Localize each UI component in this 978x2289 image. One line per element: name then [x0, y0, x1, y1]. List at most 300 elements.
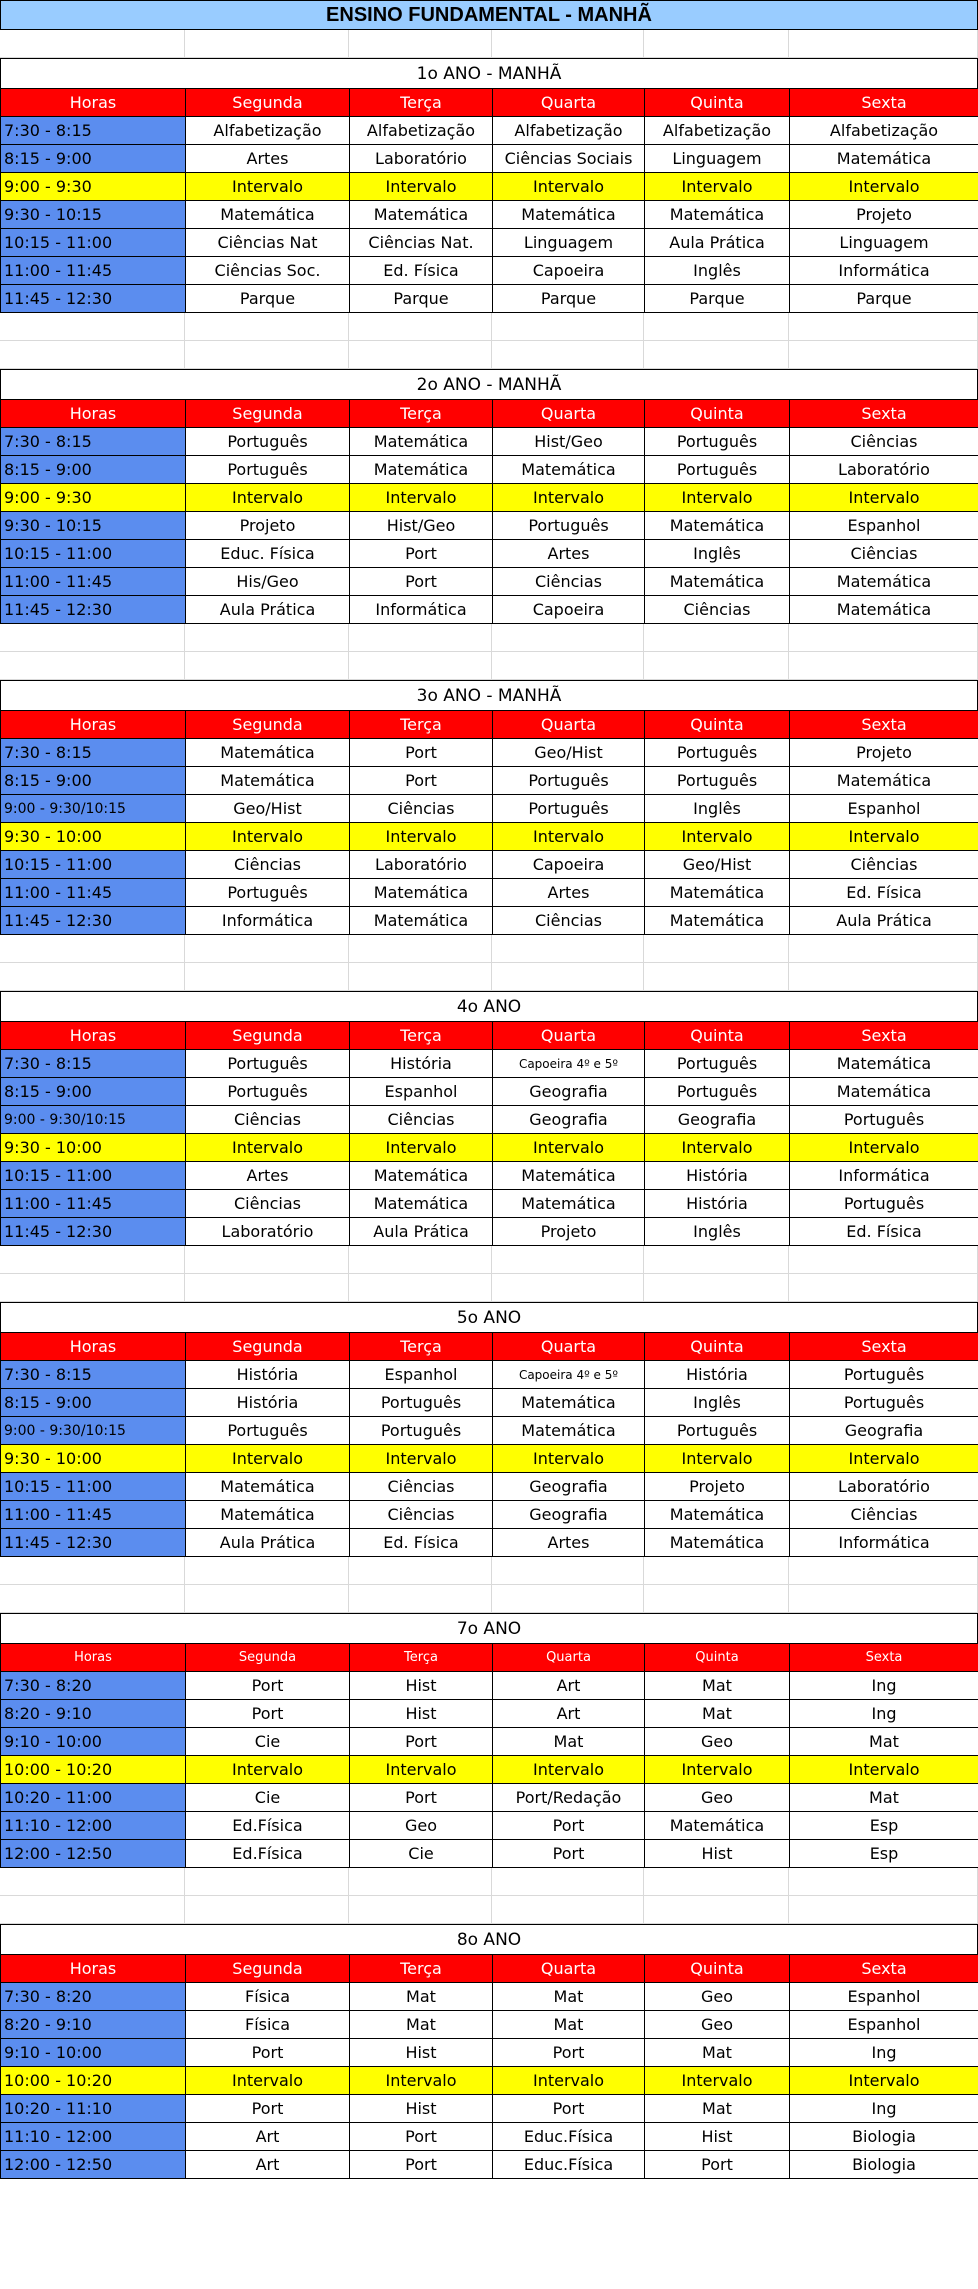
- time-cell: 8:20 - 9:10: [1, 1700, 186, 1728]
- subject-cell: Ciências: [350, 1501, 493, 1529]
- table-row: [1, 2151, 978, 2179]
- subject-cell: Laboratório: [790, 1473, 978, 1501]
- subject-cell: Parque: [350, 285, 493, 313]
- schedule-table: [0, 88, 978, 313]
- time-cell: 11:45 - 12:30: [1, 596, 186, 624]
- time-cell: 7:30 - 8:15: [1, 428, 186, 456]
- subject-cell: Esp: [790, 1840, 978, 1868]
- subject-cell: Ed. Física: [350, 1529, 493, 1557]
- subject-cell: Português: [790, 1190, 978, 1218]
- break-row: [1, 823, 978, 851]
- subject-cell: Inglês: [645, 1218, 790, 1246]
- subject-cell: Ciências: [350, 1106, 493, 1134]
- subject-cell: Português: [186, 428, 350, 456]
- subject-cell: Intervalo: [645, 1134, 790, 1162]
- column-header: Sexta: [790, 1022, 978, 1050]
- subject-cell: Cie: [186, 1784, 350, 1812]
- time-cell: 7:30 - 8:20: [1, 1672, 186, 1700]
- subject-cell: História: [350, 1050, 493, 1078]
- spacer-cell: [492, 935, 644, 963]
- spacer-cell: [492, 313, 644, 341]
- table-row: [1, 1529, 978, 1557]
- spacer-row: [0, 935, 978, 963]
- subject-cell: Port: [350, 2151, 493, 2179]
- spacer-cell: [0, 341, 185, 369]
- subject-cell: Matemática: [790, 1078, 978, 1106]
- table-row: [1, 1784, 978, 1812]
- subject-cell: Geo: [350, 1812, 493, 1840]
- table-row: [1, 1050, 978, 1078]
- column-header: Horas: [1, 711, 186, 739]
- spacer-cell: [492, 1274, 644, 1302]
- time-cell: 11:10 - 12:00: [1, 1812, 186, 1840]
- subject-cell: Informática: [186, 907, 350, 935]
- column-header: Horas: [1, 89, 186, 117]
- column-header: Segunda: [186, 89, 350, 117]
- subject-cell: Intervalo: [350, 484, 493, 512]
- subject-cell: Intervalo: [350, 1756, 493, 1784]
- subject-cell: Port: [493, 2039, 645, 2067]
- subject-cell: Intervalo: [186, 1756, 350, 1784]
- break-row: [1, 1445, 978, 1473]
- table-row: [1, 795, 978, 823]
- spacer-row: [0, 963, 978, 991]
- spacer-cell: [0, 30, 185, 58]
- subject-cell: Educ.Física: [493, 2151, 645, 2179]
- subject-cell: Matemática: [493, 1389, 645, 1417]
- header-row: [1, 89, 978, 117]
- time-cell: 8:15 - 9:00: [1, 456, 186, 484]
- column-header: Sexta: [790, 400, 978, 428]
- spacer-cell: [492, 1896, 644, 1924]
- subject-cell: Português: [645, 428, 790, 456]
- subject-cell: Matemática: [493, 201, 645, 229]
- subject-cell: Artes: [186, 145, 350, 173]
- spacer-cell: [789, 1557, 978, 1585]
- table-row: [1, 2011, 978, 2039]
- subject-cell: Matemática: [790, 1050, 978, 1078]
- subject-cell: Linguagem: [493, 229, 645, 257]
- spacer-cell: [349, 1274, 492, 1302]
- spacer-cell: [0, 313, 185, 341]
- subject-cell: Intervalo: [186, 1134, 350, 1162]
- spacer-cell: [492, 624, 644, 652]
- subject-cell: Ciências: [186, 1190, 350, 1218]
- spacer-cell: [349, 963, 492, 991]
- subject-cell: Geo: [645, 1728, 790, 1756]
- subject-cell: Intervalo: [493, 823, 645, 851]
- subject-cell: Linguagem: [790, 229, 978, 257]
- subject-cell: Inglês: [645, 795, 790, 823]
- column-header: Terça: [350, 400, 493, 428]
- subject-cell: Espanhol: [790, 512, 978, 540]
- subject-cell: Port: [350, 767, 493, 795]
- subject-cell: Esp: [790, 1812, 978, 1840]
- subject-cell: Biologia: [790, 2123, 978, 2151]
- subject-cell: História: [645, 1162, 790, 1190]
- header-row: [1, 400, 978, 428]
- column-header: Quarta: [493, 1333, 645, 1361]
- subject-cell: Intervalo: [493, 173, 645, 201]
- subject-cell: Artes: [493, 540, 645, 568]
- subject-cell: Matemática: [645, 512, 790, 540]
- subject-cell: Port: [645, 2151, 790, 2179]
- subject-cell: Artes: [493, 879, 645, 907]
- subject-cell: Matemática: [186, 1473, 350, 1501]
- subject-cell: Alfabetização: [645, 117, 790, 145]
- subject-cell: Ciências: [790, 1501, 978, 1529]
- column-header: Quinta: [645, 1644, 790, 1672]
- block-title: 3o ANO - MANHÃ: [0, 680, 978, 710]
- subject-cell: Intervalo: [186, 173, 350, 201]
- subject-cell: Geo: [645, 2011, 790, 2039]
- column-header: Horas: [1, 1955, 186, 1983]
- subject-cell: Espanhol: [350, 1078, 493, 1106]
- spacer-cell: [492, 341, 644, 369]
- subject-cell: Laboratório: [790, 456, 978, 484]
- table-row: [1, 285, 978, 313]
- subject-cell: Intervalo: [493, 1134, 645, 1162]
- subject-cell: Matemática: [645, 1812, 790, 1840]
- table-row: [1, 1728, 978, 1756]
- spacer-cell: [185, 1274, 349, 1302]
- subject-cell: Capoeira: [493, 257, 645, 285]
- subject-cell: Intervalo: [790, 2067, 978, 2095]
- table-row: [1, 1361, 978, 1389]
- column-header: Horas: [1, 1022, 186, 1050]
- subject-cell: Capoeira: [493, 851, 645, 879]
- subject-cell: Alfabetização: [790, 117, 978, 145]
- subject-cell: Intervalo: [186, 823, 350, 851]
- subject-cell: Port: [350, 540, 493, 568]
- subject-cell: Mat: [493, 1983, 645, 2011]
- subject-cell: Parque: [790, 285, 978, 313]
- subject-cell: Hist: [350, 1672, 493, 1700]
- header-row: [1, 711, 978, 739]
- schedule-table: [0, 1332, 978, 1557]
- spacer-row: [0, 652, 978, 680]
- block-title: 4o ANO: [0, 991, 978, 1021]
- table-row: [1, 1078, 978, 1106]
- subject-cell: Matemática: [645, 201, 790, 229]
- subject-cell: Ciências: [493, 568, 645, 596]
- subject-cell: Ciências: [493, 907, 645, 935]
- time-cell: 8:15 - 9:00: [1, 1389, 186, 1417]
- subject-cell: Geografia: [493, 1473, 645, 1501]
- column-header: Terça: [350, 1955, 493, 1983]
- subject-cell: Português: [186, 879, 350, 907]
- table-row: [1, 739, 978, 767]
- time-cell: 9:30 - 10:15: [1, 512, 186, 540]
- subject-cell: Intervalo: [350, 1134, 493, 1162]
- time-cell: 7:30 - 8:15: [1, 1361, 186, 1389]
- time-cell: 10:20 - 11:00: [1, 1784, 186, 1812]
- subject-cell: Matemática: [186, 201, 350, 229]
- time-cell: 9:10 - 10:00: [1, 1728, 186, 1756]
- subject-cell: Port: [493, 2095, 645, 2123]
- subject-cell: Aula Prática: [645, 229, 790, 257]
- time-cell: 12:00 - 12:50: [1, 2151, 186, 2179]
- subject-cell: Intervalo: [790, 1445, 978, 1473]
- time-cell: 7:30 - 8:20: [1, 1983, 186, 2011]
- time-cell: 8:15 - 9:00: [1, 767, 186, 795]
- subject-cell: Ed. Física: [350, 257, 493, 285]
- time-cell: 9:00 - 9:30: [1, 173, 186, 201]
- table-row: [1, 767, 978, 795]
- subject-cell: Geografia: [493, 1501, 645, 1529]
- subject-cell: Ciências Soc.: [186, 257, 350, 285]
- time-cell: 10:15 - 11:00: [1, 1473, 186, 1501]
- column-header: Horas: [1, 1644, 186, 1672]
- spacer-cell: [349, 624, 492, 652]
- schedule-blocks: [0, 30, 978, 2179]
- spacer-cell: [644, 313, 789, 341]
- time-cell: 7:30 - 8:15: [1, 1050, 186, 1078]
- time-cell: 9:30 - 10:00: [1, 1134, 186, 1162]
- break-row: [1, 2067, 978, 2095]
- subject-cell: Geo: [645, 1784, 790, 1812]
- spacer-cell: [789, 652, 978, 680]
- subject-cell: Matemática: [186, 739, 350, 767]
- subject-cell: Laboratório: [186, 1218, 350, 1246]
- subject-cell: Intervalo: [186, 2067, 350, 2095]
- subject-cell: História: [645, 1190, 790, 1218]
- spacer-cell: [349, 1557, 492, 1585]
- column-header: Quinta: [645, 711, 790, 739]
- table-row: [1, 1106, 978, 1134]
- spacer-cell: [0, 1246, 185, 1274]
- time-cell: 9:00 - 9:30: [1, 484, 186, 512]
- subject-cell: Matemática: [186, 1501, 350, 1529]
- spacer-row: [0, 1868, 978, 1896]
- subject-cell: Matemática: [790, 145, 978, 173]
- subject-cell: Mat: [350, 1983, 493, 2011]
- spacer-cell: [644, 1246, 789, 1274]
- time-cell: 11:00 - 11:45: [1, 257, 186, 285]
- subject-cell: Matemática: [350, 201, 493, 229]
- subject-cell: Português: [186, 1050, 350, 1078]
- spacer-cell: [349, 341, 492, 369]
- spacer-cell: [0, 963, 185, 991]
- break-row: [1, 484, 978, 512]
- subject-cell: Matemática: [645, 907, 790, 935]
- subject-cell: Hist: [645, 1840, 790, 1868]
- subject-cell: Ing: [790, 2095, 978, 2123]
- time-cell: 10:15 - 11:00: [1, 540, 186, 568]
- table-row: [1, 540, 978, 568]
- subject-cell: Ciências: [645, 596, 790, 624]
- subject-cell: Art: [493, 1700, 645, 1728]
- column-header: Quarta: [493, 1022, 645, 1050]
- subject-cell: Intervalo: [186, 484, 350, 512]
- subject-cell: Mat: [645, 2095, 790, 2123]
- subject-cell: Informática: [790, 1162, 978, 1190]
- block-title: 2o ANO - MANHÃ: [0, 369, 978, 399]
- subject-cell: Port: [186, 1672, 350, 1700]
- spacer-cell: [644, 341, 789, 369]
- time-cell: 11:45 - 12:30: [1, 1529, 186, 1557]
- table-row: [1, 145, 978, 173]
- spacer-cell: [789, 1274, 978, 1302]
- subject-cell: Alfabetização: [186, 117, 350, 145]
- subject-cell: Ed. Física: [790, 879, 978, 907]
- spacer-cell: [492, 652, 644, 680]
- subject-cell: Matemática: [790, 767, 978, 795]
- time-cell: 7:30 - 8:15: [1, 739, 186, 767]
- subject-cell: Port: [350, 1784, 493, 1812]
- spacer-cell: [349, 1868, 492, 1896]
- time-cell: 8:15 - 9:00: [1, 145, 186, 173]
- subject-cell: Intervalo: [493, 1756, 645, 1784]
- table-row: [1, 229, 978, 257]
- subject-cell: Geografia: [645, 1106, 790, 1134]
- subject-cell: Alfabetização: [350, 117, 493, 145]
- table-row: [1, 1218, 978, 1246]
- subject-cell: Português: [645, 1050, 790, 1078]
- subject-cell: Português: [790, 1389, 978, 1417]
- subject-cell: Inglês: [645, 540, 790, 568]
- subject-cell: Intervalo: [645, 484, 790, 512]
- table-row: [1, 1389, 978, 1417]
- subject-cell: Intervalo: [790, 173, 978, 201]
- subject-cell: Matemática: [493, 1417, 645, 1445]
- table-row: [1, 456, 978, 484]
- subject-cell: Aula Prática: [186, 596, 350, 624]
- column-header: Sexta: [790, 711, 978, 739]
- subject-cell: Ciências Nat.: [350, 229, 493, 257]
- table-row: [1, 257, 978, 285]
- spacer-cell: [349, 1896, 492, 1924]
- subject-cell: Mat: [493, 2011, 645, 2039]
- subject-cell: Port: [350, 1728, 493, 1756]
- spacer-cell: [644, 1557, 789, 1585]
- column-header: Quinta: [645, 1955, 790, 1983]
- header-row: [1, 1022, 978, 1050]
- subject-cell: Geo/Hist: [493, 739, 645, 767]
- time-cell: 10:15 - 11:00: [1, 1162, 186, 1190]
- table-row: [1, 201, 978, 229]
- spacer-cell: [0, 1896, 185, 1924]
- subject-cell: Mat: [645, 1672, 790, 1700]
- spacer-cell: [185, 963, 349, 991]
- subject-cell: Port: [493, 1840, 645, 1868]
- subject-cell: Espanhol: [790, 795, 978, 823]
- subject-cell: Inglês: [645, 257, 790, 285]
- table-row: [1, 1473, 978, 1501]
- column-header: Segunda: [186, 711, 350, 739]
- spacer-cell: [492, 963, 644, 991]
- spacer-cell: [185, 1896, 349, 1924]
- subject-cell: Parque: [493, 285, 645, 313]
- subject-cell: Física: [186, 2011, 350, 2039]
- time-cell: 10:15 - 11:00: [1, 229, 186, 257]
- header-row: [1, 1644, 978, 1672]
- subject-cell: História: [645, 1361, 790, 1389]
- schedule-table: [0, 1954, 978, 2179]
- subject-cell: Artes: [493, 1529, 645, 1557]
- spacer-cell: [492, 1246, 644, 1274]
- time-cell: 9:30 - 10:15: [1, 201, 186, 229]
- subject-cell: Hist: [350, 1700, 493, 1728]
- spacer-cell: [349, 1585, 492, 1613]
- column-header: Terça: [350, 1644, 493, 1672]
- subject-cell: Português: [186, 1078, 350, 1106]
- schedule-table: [0, 399, 978, 624]
- spacer-cell: [644, 935, 789, 963]
- spacer-cell: [789, 1868, 978, 1896]
- time-cell: 9:00 - 9:30/10:15: [1, 1417, 186, 1445]
- spacer-cell: [185, 652, 349, 680]
- subject-cell: Intervalo: [350, 2067, 493, 2095]
- subject-cell: Matemática: [790, 596, 978, 624]
- subject-cell: Mat: [790, 1728, 978, 1756]
- column-header: Horas: [1, 400, 186, 428]
- subject-cell: Ciências: [790, 428, 978, 456]
- table-row: [1, 512, 978, 540]
- subject-cell: Ed.Física: [186, 1840, 350, 1868]
- time-cell: 9:30 - 10:00: [1, 823, 186, 851]
- subject-cell: Matemática: [350, 1162, 493, 1190]
- subject-cell: Português: [350, 1417, 493, 1445]
- subject-cell: Ed. Física: [790, 1218, 978, 1246]
- spacer-row: [0, 1246, 978, 1274]
- subject-cell: Linguagem: [645, 145, 790, 173]
- subject-cell: Hist/Geo: [350, 512, 493, 540]
- table-row: [1, 1190, 978, 1218]
- spacer-cell: [185, 1585, 349, 1613]
- spacer-cell: [789, 935, 978, 963]
- spacer-cell: [492, 30, 644, 58]
- subject-cell: Hist/Geo: [493, 428, 645, 456]
- subject-cell: Cie: [186, 1728, 350, 1756]
- subject-cell: Matemática: [645, 1501, 790, 1529]
- spacer-cell: [789, 1896, 978, 1924]
- subject-cell: Intervalo: [790, 823, 978, 851]
- subject-cell: Matemática: [493, 1190, 645, 1218]
- subject-cell: Português: [186, 456, 350, 484]
- time-cell: 9:00 - 9:30/10:15: [1, 1106, 186, 1134]
- subject-cell: Intervalo: [645, 173, 790, 201]
- subject-cell: Português: [790, 1361, 978, 1389]
- column-header: Segunda: [186, 1644, 350, 1672]
- spacer-cell: [492, 1585, 644, 1613]
- subject-cell: Mat: [645, 2039, 790, 2067]
- subject-cell: Capoeira: [493, 596, 645, 624]
- column-header: Quinta: [645, 89, 790, 117]
- subject-cell: Intervalo: [645, 823, 790, 851]
- spacer-cell: [0, 652, 185, 680]
- subject-cell: Cie: [350, 1840, 493, 1868]
- subject-cell: Artes: [186, 1162, 350, 1190]
- schedule-table: [0, 1021, 978, 1246]
- subject-cell: Ciências: [350, 1473, 493, 1501]
- subject-cell: Educ.Física: [493, 2123, 645, 2151]
- subject-cell: Ciências: [350, 795, 493, 823]
- subject-cell: Aula Prática: [350, 1218, 493, 1246]
- subject-cell: Biologia: [790, 2151, 978, 2179]
- subject-cell: Português: [493, 767, 645, 795]
- subject-cell: Port: [186, 2039, 350, 2067]
- subject-cell: Port: [350, 739, 493, 767]
- spacer-cell: [349, 1246, 492, 1274]
- spacer-cell: [0, 1274, 185, 1302]
- subject-cell: Informática: [790, 257, 978, 285]
- spacer-cell: [185, 1246, 349, 1274]
- time-cell: 10:20 - 11:10: [1, 2095, 186, 2123]
- spacer-row: [0, 1585, 978, 1613]
- column-header: Quarta: [493, 400, 645, 428]
- column-header: Terça: [350, 1022, 493, 1050]
